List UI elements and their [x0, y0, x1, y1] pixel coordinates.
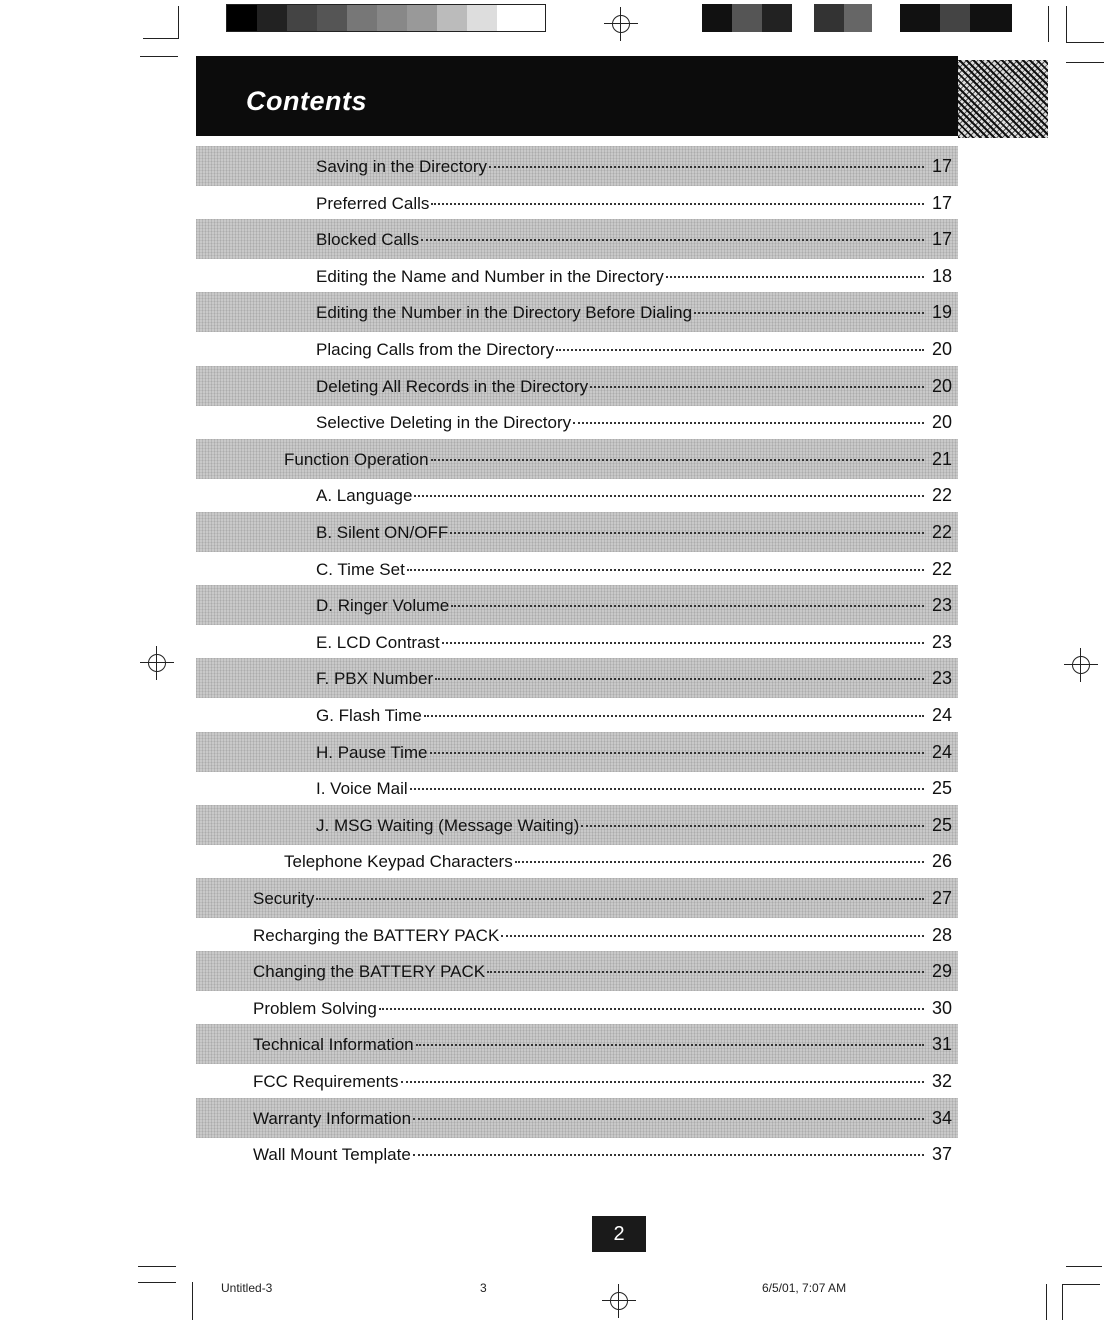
toc-entry-page: 23: [931, 632, 952, 652]
toc-entry[interactable]: [196, 292, 958, 332]
toc-entry[interactable]: [196, 366, 958, 406]
toc-entry-page: 17: [931, 193, 952, 213]
toc-line: [316, 485, 952, 507]
toc-line: [316, 632, 952, 654]
toc-line: [253, 1108, 952, 1130]
page-number: 2: [592, 1216, 646, 1252]
toc-leader-dots: [431, 459, 924, 461]
crop-mark-top-right: [1066, 62, 1104, 63]
toc-entry-title: F. PBX Number: [316, 669, 434, 688]
toc-entry[interactable]: [196, 512, 958, 552]
toc-entry-page: 26: [931, 851, 952, 871]
toc-entry-page: 25: [931, 778, 952, 798]
toc-entry[interactable]: [196, 841, 958, 881]
toc-line: [316, 559, 952, 581]
crop-mark-bottom-right: [1062, 1284, 1063, 1320]
toc-line: [284, 851, 952, 873]
toc-leader-dots: [487, 971, 924, 973]
toc-entry[interactable]: [196, 1098, 958, 1138]
toc-entry-title: Saving in the Directory: [316, 157, 488, 176]
toc-leader-dots: [413, 1118, 924, 1120]
toc-entry-page: 24: [931, 742, 952, 762]
toc-line: [316, 815, 952, 837]
crop-mark-top-right: [1066, 42, 1104, 43]
toc-leader-dots: [515, 861, 924, 863]
toc-entry[interactable]: [196, 1134, 958, 1174]
toc-entry-page: 17: [931, 229, 952, 249]
toc-entry-title: Warranty Information: [253, 1109, 412, 1128]
crop-mark-bottom-left: [192, 1282, 193, 1320]
toc-entry-title: Problem Solving: [253, 999, 377, 1018]
registration-mark-icon: [604, 7, 638, 41]
toc-line: [316, 339, 952, 361]
page-title: Contents: [246, 86, 367, 116]
toc-entry[interactable]: [196, 768, 958, 808]
toc-line: [316, 266, 952, 288]
crop-mark-bottom-left: [138, 1282, 176, 1283]
toc-entry-title: E. LCD Contrast: [316, 633, 440, 652]
toc-entry-title: I. Voice Mail: [316, 779, 408, 798]
toc-leader-dots: [435, 678, 924, 680]
toc-line: [253, 1144, 952, 1166]
toc-leader-dots: [316, 898, 924, 900]
toc-entry-title: FCC Requirements: [253, 1072, 399, 1091]
toc-line: [316, 742, 952, 764]
toc-line: [316, 668, 952, 690]
toc-entry-page: 30: [931, 998, 952, 1018]
toc-entry[interactable]: [196, 695, 958, 735]
toc-leader-dots: [489, 166, 924, 168]
toc-entry[interactable]: [196, 878, 958, 918]
toc-entry-page: 25: [931, 815, 952, 835]
toc-entry-page: 22: [931, 559, 952, 579]
toc-entry-page: 18: [931, 266, 952, 286]
toc-entry-title: A. Language: [316, 486, 413, 505]
toc-line: [316, 705, 952, 727]
toc-entry-page: 20: [931, 376, 952, 396]
toc-line: [253, 961, 952, 983]
toc-entry-title: Editing the Number in the Directory Before Dialing: [316, 303, 693, 322]
toc-entry[interactable]: [196, 402, 958, 442]
toc-entry-title: Technical Information: [253, 1035, 414, 1054]
toc-line: [316, 778, 952, 800]
crop-mark-top-left: [140, 56, 178, 57]
toc-leader-dots: [694, 312, 924, 314]
toc-entry-page: 34: [931, 1108, 952, 1128]
toc-entry[interactable]: [196, 256, 958, 296]
toc-entry-page: 22: [931, 522, 952, 542]
toc-entry-title: Security: [253, 889, 315, 908]
toc-entry-page: 20: [931, 412, 952, 432]
crop-mark-top-left: [178, 6, 179, 38]
toc-leader-dots: [410, 788, 924, 790]
toc-line: [316, 376, 952, 398]
toc-entry-title: Placing Calls from the Directory: [316, 340, 555, 359]
toc-leader-dots: [424, 715, 924, 717]
toc-entry-page: 32: [931, 1071, 952, 1091]
toc-entry-title: D. Ringer Volume: [316, 596, 450, 615]
toc-leader-dots: [379, 1008, 924, 1010]
header-halftone-pattern: [958, 60, 1048, 138]
toc-entry-title: H. Pause Time: [316, 743, 428, 762]
toc-entry-page: 22: [931, 485, 952, 505]
toc-leader-dots: [501, 935, 924, 937]
toc-leader-dots: [401, 1081, 925, 1083]
crop-mark-top-right: [1048, 6, 1049, 42]
toc-leader-dots: [451, 605, 924, 607]
toc-leader-dots: [590, 386, 924, 388]
toc-leader-dots: [573, 422, 924, 424]
toc-entry[interactable]: [196, 146, 958, 186]
toc-entry-page: 28: [931, 925, 952, 945]
contents-header-band: [196, 56, 958, 136]
toc-line: [316, 302, 952, 324]
toc-entry-page: 23: [931, 595, 952, 615]
toc-entry[interactable]: [196, 658, 958, 698]
crop-mark-top-left: [143, 38, 179, 39]
toc-entry-title: B. Silent ON/OFF: [316, 523, 449, 542]
toc-entry-page: 23: [931, 668, 952, 688]
toc-line: [316, 595, 952, 617]
toc-line: [253, 1034, 952, 1056]
slug-file-name: Untitled-3: [221, 1281, 273, 1295]
toc-line: [253, 925, 952, 947]
toc-entry-page: 31: [931, 1034, 952, 1054]
toc-entry[interactable]: [196, 951, 958, 991]
toc-entry-title: Wall Mount Template: [253, 1145, 411, 1164]
registration-mark-icon: [602, 1284, 636, 1318]
toc-entry-title: Recharging the BATTERY PACK: [253, 926, 500, 945]
toc-entry[interactable]: [196, 1061, 958, 1101]
toc-leader-dots: [556, 349, 924, 351]
toc-entry-page: 27: [931, 888, 952, 908]
toc-entry-title: Editing the Name and Number in the Directory: [316, 267, 664, 286]
crop-mark-bottom-right: [1046, 1284, 1047, 1320]
toc-leader-dots: [414, 495, 924, 497]
toc-line: [316, 193, 952, 215]
toc-line: [284, 449, 952, 471]
toc-entry[interactable]: [196, 439, 958, 479]
toc-entry-page: 17: [931, 156, 952, 176]
toc-entry[interactable]: [196, 585, 958, 625]
toc-line: [316, 229, 952, 251]
slug-page: 3: [480, 1281, 487, 1295]
toc-leader-dots: [430, 752, 925, 754]
toc-entry-title: Function Operation: [284, 450, 429, 469]
toc-line: [316, 156, 952, 178]
toc-entry-title: Changing the BATTERY PACK: [253, 962, 486, 981]
toc-entry-title: Blocked Calls: [316, 230, 419, 249]
toc-entry-page: 21: [931, 449, 952, 469]
toc-entry-title: Selective Deleting in the Directory: [316, 413, 572, 432]
toc-entry[interactable]: [196, 1024, 958, 1064]
toc-line: [253, 888, 952, 910]
toc-entry-title: Preferred Calls: [316, 194, 430, 213]
toc-leader-dots: [581, 825, 924, 827]
toc-leader-dots: [421, 239, 924, 241]
crop-mark-top-right: [1066, 6, 1067, 42]
registration-mark-icon: [140, 646, 174, 680]
toc-leader-dots: [450, 532, 924, 534]
toc-leader-dots: [413, 1154, 924, 1156]
toc-entry-title: Deleting All Records in the Directory: [316, 377, 589, 396]
toc-entry-page: 20: [931, 339, 952, 359]
toc-line: [316, 412, 952, 434]
toc-entry-title: C. Time Set: [316, 560, 405, 579]
toc-entry[interactable]: [196, 219, 958, 259]
crop-mark-bottom-left: [138, 1266, 176, 1267]
toc-leader-dots: [407, 569, 924, 571]
toc-line: [316, 522, 952, 544]
crop-mark-bottom-right: [1066, 1266, 1102, 1267]
toc-leader-dots: [416, 1044, 924, 1046]
toc-leader-dots: [442, 642, 924, 644]
calibration-bar-left: [226, 4, 546, 32]
toc-leader-dots: [666, 276, 924, 278]
toc-entry[interactable]: [196, 329, 958, 369]
toc-entry[interactable]: [196, 622, 958, 662]
toc-entry-page: 29: [931, 961, 952, 981]
toc-entry[interactable]: [196, 988, 958, 1028]
toc-entry-title: Telephone Keypad Characters: [284, 852, 513, 871]
toc-entry-page: 24: [931, 705, 952, 725]
toc-entry-title: G. Flash Time: [316, 706, 422, 725]
toc-entry[interactable]: [196, 475, 958, 515]
toc-entry-page: 19: [931, 302, 952, 322]
toc-leader-dots: [431, 203, 924, 205]
crop-mark-bottom-right: [1062, 1284, 1100, 1285]
toc-line: [253, 998, 952, 1020]
toc-entry[interactable]: [196, 549, 958, 589]
calibration-bar-right: [702, 4, 1022, 32]
toc-entry-title: J. MSG Waiting (Message Waiting): [316, 816, 580, 835]
toc-entry[interactable]: [196, 915, 958, 955]
slug-date: 6/5/01, 7:07 AM: [762, 1281, 847, 1295]
toc-entry[interactable]: [196, 732, 958, 772]
toc-entry-page: 37: [931, 1144, 952, 1164]
toc-entry[interactable]: [196, 183, 958, 223]
registration-mark-icon: [1064, 648, 1098, 682]
toc-entry[interactable]: [196, 805, 958, 845]
toc-line: [253, 1071, 952, 1093]
